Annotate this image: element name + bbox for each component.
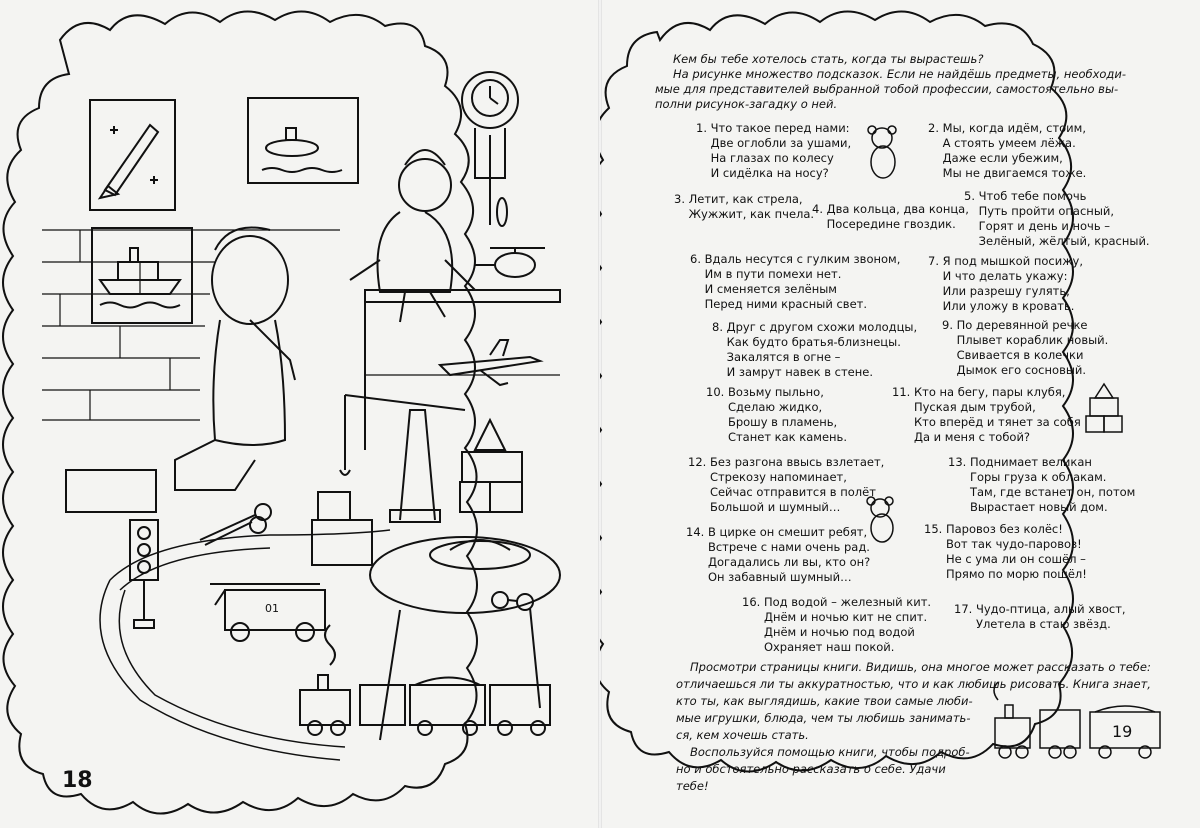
riddle-text: Вдаль несутся с гулким звоном, Им в пути помехи нет. И сменяется зелёным Перед ними красный свет. xyxy=(704,252,901,311)
airplane-toy-icon xyxy=(440,340,540,385)
riddle-3 xyxy=(674,192,814,222)
rocket-picture-icon xyxy=(90,100,175,210)
fire-truck-label: 01 xyxy=(265,602,279,615)
riddle-16 xyxy=(742,595,931,655)
toy-box xyxy=(66,470,156,512)
riddle-number: 5. xyxy=(964,189,975,203)
riddle-1 xyxy=(696,121,851,181)
riddle-text: По деревянной речке Плывет кораблик новый. Свивается в колечки Дымок его сосновый. xyxy=(956,318,1109,377)
ship-picture-icon xyxy=(92,228,192,323)
page-number-right: 19 xyxy=(1112,722,1133,741)
helicopter-toy-icon xyxy=(475,248,545,277)
riddle-number: 3. xyxy=(674,192,685,206)
riddle-text: Друг с другом схожи молодцы, Как будто братья-близнецы. Закалятся в огне – И замрут навек в стене. xyxy=(726,320,918,379)
teddy-bear-icon xyxy=(868,126,896,178)
riddle-9 xyxy=(942,318,1108,378)
outro-line: ся, кем хочешь стать. xyxy=(676,728,809,742)
clown-toy-icon xyxy=(350,150,475,322)
outro-line: Воспользуйся помощью книги, чтобы подроб- xyxy=(690,745,970,759)
riddle-7 xyxy=(928,254,1083,314)
riddle-11 xyxy=(892,385,1081,445)
riddle-text: Я под мышкой посижу, И что делать укажу: Или разрешу гулять, Или уложу в кровать. xyxy=(942,254,1084,313)
riddle-number: 7. xyxy=(928,254,939,268)
riddle-number: 10. xyxy=(706,385,725,399)
riddle-text: Два кольца, два конца, Посередине гвоздик. xyxy=(826,202,969,231)
outro xyxy=(676,660,1156,796)
page-number-left: 18 xyxy=(62,768,93,793)
outro-line: отличаешься ли ты аккуратностью, что и как любишь рисовать. Книга знает, xyxy=(676,677,1151,691)
riddle-number: 9. xyxy=(942,318,953,332)
riddle-text: Мы, когда идём, стоим, А стоять умеем лёжа. Даже если убежим, Мы не двигаемся тоже. xyxy=(942,121,1087,180)
riddle-13 xyxy=(948,455,1135,515)
riddle-number: 11. xyxy=(892,385,911,399)
scissors-icon xyxy=(200,504,271,545)
crane-toy-icon xyxy=(340,395,465,522)
riddle-5 xyxy=(964,189,1150,249)
outro-line: кто ты, как выглядишь, какие твои самые люби- xyxy=(676,694,973,708)
riddle-text: Чудо-птица, алый хвост, Улетела в стаю звёзд. xyxy=(975,602,1126,631)
riddle-4 xyxy=(812,202,969,232)
intro xyxy=(655,52,1155,112)
riddle-8 xyxy=(712,320,917,380)
riddle-number: 1. xyxy=(696,121,707,135)
outro-line: Просмотри страницы книги. Видишь, она многое может рассказать о тебе: xyxy=(690,660,1151,674)
riddle-number: 2. xyxy=(928,121,939,135)
riddle-17 xyxy=(954,602,1126,632)
wall-clock-icon xyxy=(462,72,518,226)
riddle-number: 17. xyxy=(954,602,973,616)
riddle-text: Под водой – железный кит. Днём и ночью кит не спит. Днём и ночью под водой Охраняет наш покой. xyxy=(763,595,932,654)
riddle-text: Чтоб тебе помочь Путь пройти опасный, Горят и день и ночь – Зелёный, жёлтый, красный. xyxy=(978,189,1150,248)
riddle-text: Что такое перед нами: Две оглобли за ушами, На глазах по колесу И сидёлка на носу? xyxy=(710,121,852,180)
riddle-6 xyxy=(690,252,900,312)
riddle-number: 12. xyxy=(688,455,707,469)
riddle-number: 14. xyxy=(686,525,705,539)
submarine-picture-icon xyxy=(248,98,358,183)
riddle-10 xyxy=(706,385,847,445)
right-page xyxy=(600,0,1200,828)
toy-train-icon xyxy=(300,625,550,735)
riddle-number: 13. xyxy=(948,455,967,469)
brick-wall xyxy=(42,230,560,420)
intro-title: Кем бы тебе хотелось стать, когда ты вырастешь? xyxy=(673,52,984,66)
intro-line: На рисунке множество подсказок. Если не найдёшь предметы, необходи- xyxy=(673,67,1126,81)
riddle-text: Летит, как стрела, Жужжит, как пчела. xyxy=(688,192,815,221)
riddle-number: 4. xyxy=(812,202,823,216)
riddle-number: 6. xyxy=(690,252,701,266)
riddle-number: 8. xyxy=(712,320,723,334)
riddle-15 xyxy=(924,522,1087,582)
riddle-number: 16. xyxy=(742,595,761,609)
riddle-text: Кто на бегу, пары клубя, Пуская дым трубой, Кто вперёд и тянет за собя Да и меня с тобой? xyxy=(913,385,1081,444)
riddle-2 xyxy=(928,121,1086,181)
riddle-14 xyxy=(686,525,870,585)
intro-line: полни рисунок-загадку о ней. xyxy=(655,97,838,111)
blocks-icon xyxy=(1086,384,1122,432)
building-blocks-icon xyxy=(312,420,522,565)
riddle-number: 15. xyxy=(924,522,943,536)
riddle-text: Поднимает великан Горы груза к облакам. Там, где встанет он, потом Вырастает новый дом. xyxy=(969,455,1136,514)
outro-line: тебе! xyxy=(676,779,709,793)
outro-line: мые игрушки, блюда, чем ты любишь занимать- xyxy=(676,711,971,725)
riddle-12 xyxy=(688,455,884,515)
riddle-text: Возьму пыльно, Сделаю жидко, Брошу в пламень, Станет как камень. xyxy=(727,385,847,444)
intro-line: мые для представителей выбранной тобой профессии, самостоятельно вы- xyxy=(655,82,1119,96)
riddle-text: В цирке он смешит ребят, Встрече с нами очень рад. Догадались ли вы, кто он? Он забавный шумный… xyxy=(707,525,871,584)
outro-line: но и обстоятельно рассказать о себе. Удачи xyxy=(676,762,946,776)
riddle-text: Паровоз без колёс! Вот так чудо-паровоз! Не с ума ли он сошёл – Прямо по морю пошёл! xyxy=(945,522,1087,581)
table-icon xyxy=(370,537,560,740)
riddle-text: Без разгона ввысь взлетает, Стрекозу напоминает, Сейчас отправится в полёт Большой и шумный… xyxy=(709,455,885,514)
